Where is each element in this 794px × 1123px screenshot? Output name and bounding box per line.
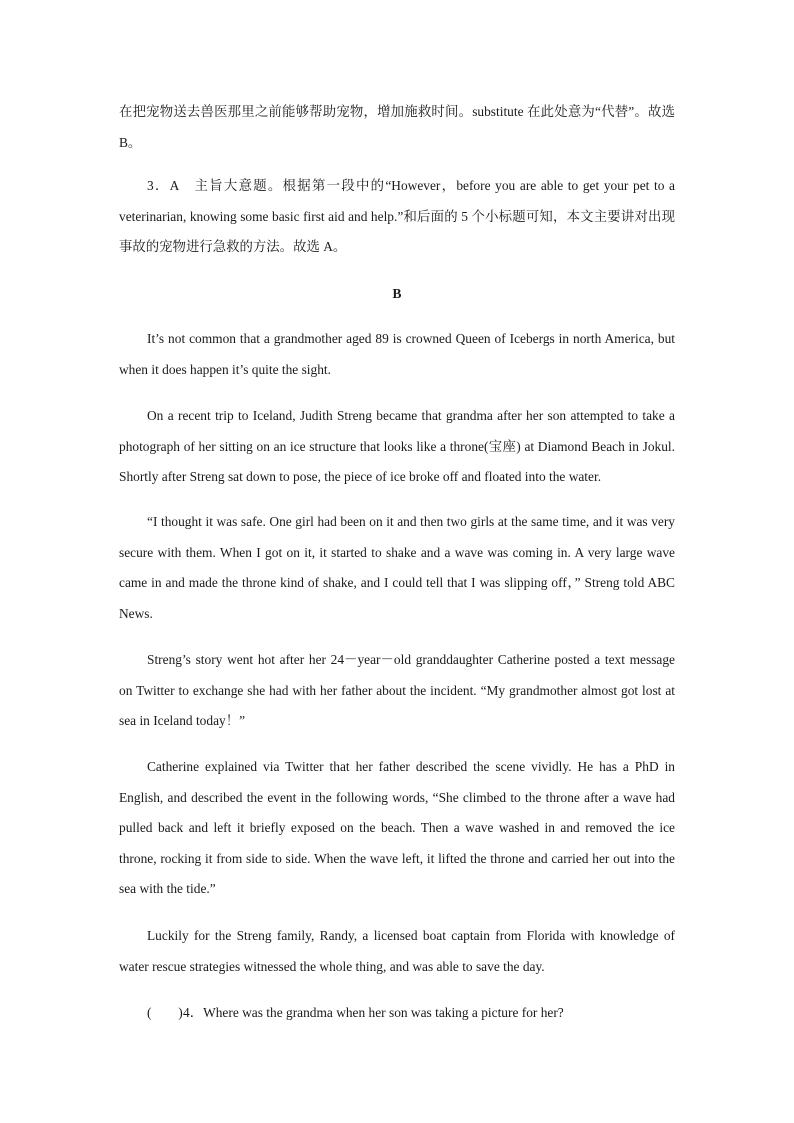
question-4-text: 4．Where was the grandma when her son was taking a picture for her? xyxy=(183,1005,564,1020)
passage-paragraph-4: Streng’s story went hot after her 24－year－old granddaughter Catherine posted a text message on Twitter to exchange she had with her father about the incident. “My grandmother almost got lost at sea in Iceland today！” xyxy=(119,652,675,729)
passage-paragraph-1: It’s not common that a grandmother aged 89 is crowned Queen of Icebergs in north America, but when it does happen it’s quite the sight. xyxy=(119,331,675,377)
answer-explanation-continued: 在把宠物送去兽医那里之前能够帮助宠物，增加施救时间。substitute 在此处意为“代替”。故选 B。 xyxy=(119,104,675,150)
passage-paragraph-5: Catherine explained via Twitter that her father described the scene vividly. He has a PhD in English, and described the event in the following words, “She climbed to the throne after a wave had pulled back and left it briefly exposed on the beach. Then a wave washed in and removed the ice throne, rocking it from side to side. When the wave left, it lifted the throne and carried her out into the sea with the tide.” xyxy=(119,759,675,897)
passage-paragraph-2: On a recent trip to Iceland, Judith Streng became that grandma after her son attempted to take a photograph of her sitting on an ice structure that looks like a throne(宝座) at Diamond Beach in Jokul. Shortly after Streng sat down to pose, the piece of ice broke off and floated into the water. xyxy=(119,408,675,485)
answer-explanation-3: 3．A 主旨大意题。根据第一段中的“However，before you are able to get your pet to a veterinarian, knowing some basic first aid and help.”和后面的 5 个小标题可知，本文主要讲对出现事故的宠物进行急救的方法。故选 A。 xyxy=(119,178,675,255)
section-heading: B xyxy=(392,286,402,301)
question-4 xyxy=(147,1000,687,1026)
passage-paragraph-3: “I thought it was safe. One girl had been on it and then two girls at the same time, and it was very secure with them. When I got on it, it started to shake and a wave was coming in. A very large wave came in and made the throne kind of shake, and I could tell that I was slipping off，” Streng told ABC News. xyxy=(119,514,675,621)
answer-blank: ( ) xyxy=(147,1005,183,1020)
passage-paragraph-6: Luckily for the Streng family, Randy, a licensed boat captain from Florida with knowledge of water rescue strategies witnessed the whole thing, and was able to save the day. xyxy=(119,928,675,974)
